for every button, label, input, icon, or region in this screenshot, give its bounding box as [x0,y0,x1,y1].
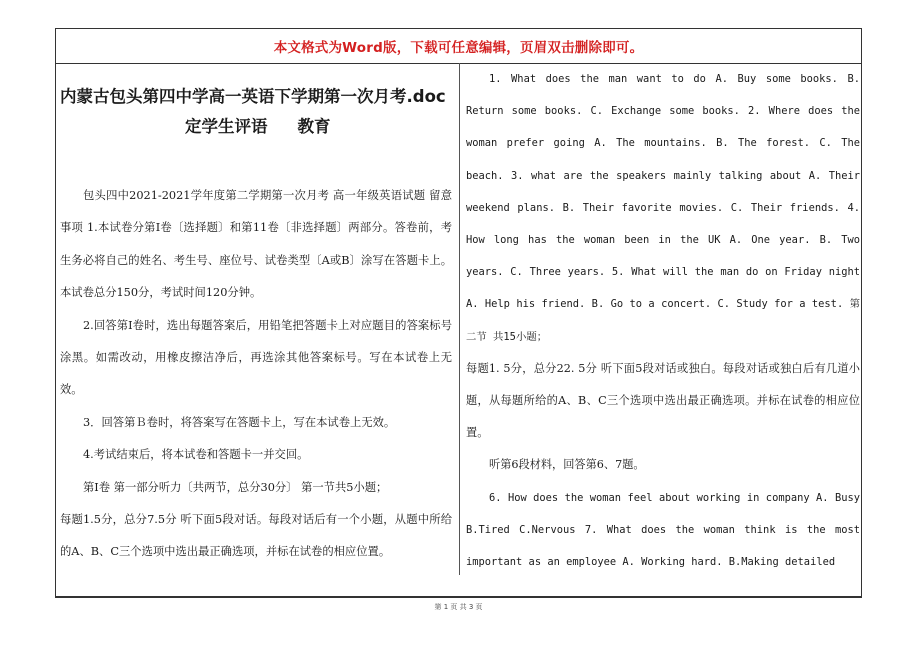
section-heading: 第Ⅰ卷 第一部分听力〔共两节，总分30分〕 第一节共5小题； [83,480,388,494]
right-column-body [466,63,860,578]
page-number: 第 1 页 共 3 页 [434,603,483,611]
material-6-heading: 听第6段材料，回答第6、7题。 [489,458,645,472]
document-title [60,82,452,142]
section-2-instructions: 每题1. 5分，总分22. 5分 听下面5段对话或独白。每段对话或独白后有几道小题，从每题所给的A、B、C三个选项中选出最正确选项。并标在试卷的相应位置。 [466,361,860,440]
header-banner: 本文格式为Word版，下载可任意编辑，页眉双击删除即可。 [273,40,644,56]
title-line-2 [60,112,452,142]
instruction-2: 2.回答第Ⅰ卷时，选出每题答案后，用铅笔把答题卡上对应题目的答案标号涂黑。如需改动，用橡皮擦洁净后，再选涂其他答案标号。写在本试卷上无效。 [60,318,452,397]
title-line-1: 内蒙古包头第四中学高一英语下学期第一次月考.doc [60,87,446,106]
instruction-4: 4.考试结束后，将本试卷和答题卡一并交回。 [83,448,309,462]
instruction-3: 3．回答第Ｂ卷时，将答案写在答题卡上，写在本试卷上无效。 [83,415,396,429]
questions-6-7: 6. How does the woman feel about working in company A. Busy B.Tired C.Nervous 7. What does the woman think is the most important as an employee A. Working hard. B.Making detailed [466,491,860,569]
left-column-heading [60,82,452,142]
questions-1-5: 1. What does the man want to do A. Buy some books. B. Return some books. C. Exchange some books. 2. Where does the woman prefer going A. The mountains. B. The forest. C. The beach. 3. what are the speakers mainly talking about A. Their weekend plans. B. Their favorite movies. C. Their friends. 4. How long has the woman been in the UK A. One year. B. Two years. C. Three years. 5. What will the man do on Friday night A. Help his friend. B. Go to a concert. C. Study for a test. 第二节 共15小题； [466,73,860,343]
footer-divider [55,597,862,598]
intro-paragraph: 包头四中2021-2021学年度第二学期第一次月考 高一年级英语试题 留意事项 1.本试卷分第Ⅰ卷〔选择题〕和第11卷〔非选择题〕两部分。答卷前，考生务必将自己的姓名、考生号、座位号、试卷类型〔A或B〕涂写在答题卡上。本试卷总分150分，考试时间120分钟。 [60,189,452,300]
title-part-a: 定学生评语 [185,117,268,136]
column-divider [459,63,460,575]
left-column-body [60,180,452,569]
title-part-b: 教育 [297,117,331,136]
section-1-instructions: 每题1.5分，总分7.5分 听下面5段对话。每段对话后有一个小题，从题中所给的A、B、C三个选项中选出最正确选项，并标在试卷的相应位置。 [60,513,452,559]
